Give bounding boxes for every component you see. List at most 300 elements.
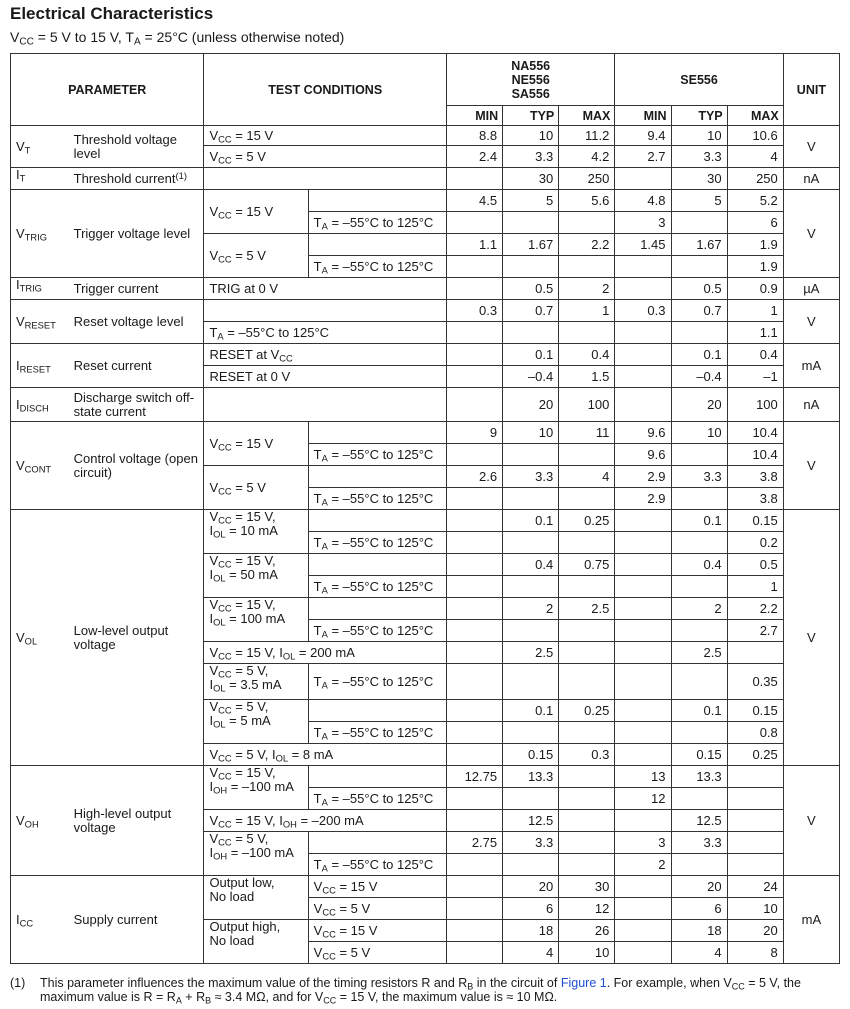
se556-typ (671, 664, 727, 700)
na556-typ (503, 444, 559, 466)
se556-typ: 0.4 (671, 554, 727, 576)
na556-max (559, 788, 615, 810)
na556-min (447, 344, 503, 366)
subheader-typ-na556: TYP (503, 106, 559, 126)
se556-min: 9.6 (615, 444, 671, 466)
se556-min (615, 810, 671, 832)
na556-min: 2.4 (447, 146, 503, 168)
parameter-name: High-level output voltage (69, 766, 204, 876)
parameter-name: Control voltage (open circuit) (69, 422, 204, 510)
se556-min: 4.8 (615, 190, 671, 212)
parameter-symbol: $I_{TRIG}$ (11, 278, 69, 300)
se556-min: 1.45 (615, 234, 671, 256)
se556-typ (671, 788, 727, 810)
na556-typ (503, 854, 559, 876)
test-condition-secondary: $T_A = -55^\circ C$ to 125°C (308, 620, 446, 642)
na556-min (447, 788, 503, 810)
parameter-symbol: $V_{CONT}$ (11, 422, 69, 510)
na556-typ: 0.15 (503, 744, 559, 766)
na556-typ: 20 (503, 876, 559, 898)
test-condition-primary: $V_{CC} = 5$ V, $I_{OL} = 3.5$ mA (204, 664, 308, 700)
test-condition-primary: $V_{CC} = 5$ V (204, 234, 308, 278)
fn-sub: CC (323, 995, 337, 1006)
se556-max: 1.1 (727, 322, 783, 344)
na556-typ: 4 (503, 942, 559, 964)
test-condition-primary: $V_{CC} = 5$ V, $I_{OL} = 5$ mA (204, 700, 308, 744)
se556-max: 100 (727, 388, 783, 422)
na556-typ: 0.1 (503, 700, 559, 722)
na556-max: 4.2 (559, 146, 615, 168)
na556-min (447, 366, 503, 388)
na556-max: 100 (559, 388, 615, 422)
na556-max: 2.2 (559, 234, 615, 256)
se556-typ (671, 488, 727, 510)
subheader-typ-se556: TYP (671, 106, 727, 126)
na556-max: 1 (559, 300, 615, 322)
unit: mA (783, 344, 839, 388)
na556-max: 11 (559, 422, 615, 444)
na556-max: 250 (559, 168, 615, 190)
na556-min (447, 942, 503, 964)
na556-typ: 30 (503, 168, 559, 190)
test-condition-secondary: $T_A = -55^\circ C$ to 125°C (308, 576, 446, 598)
na556-typ: 0.1 (503, 510, 559, 532)
unit: nA (783, 388, 839, 422)
se556-min (615, 876, 671, 898)
parameter-symbol: $V_{TRIG}$ (11, 190, 69, 278)
se556-max: 1 (727, 300, 783, 322)
parameter-symbol: $I_T$ (11, 168, 69, 190)
fn-part: ≈ 3.4 MΩ, and for V (211, 990, 324, 1004)
se556-typ: 0.15 (671, 744, 727, 766)
test-condition-primary: Output high, No load (204, 920, 308, 964)
na556-max: 12 (559, 898, 615, 920)
fn-part: + R (181, 990, 206, 1004)
test-condition-secondary: $T_A = -55^\circ C$ to 125°C (308, 488, 446, 510)
se556-max: 8 (727, 942, 783, 964)
se556-min (615, 722, 671, 744)
na556-max: 1.5 (559, 366, 615, 388)
se556-max (727, 810, 783, 832)
test-condition-secondary: $T_A = -55^\circ C$ to 125°C (308, 788, 446, 810)
na556-max: 30 (559, 876, 615, 898)
table-row (11, 190, 840, 212)
se556-min (615, 898, 671, 920)
se556-typ: 0.5 (671, 278, 727, 300)
na556-typ (503, 722, 559, 744)
se556-max: 6 (727, 212, 783, 234)
se556-max: 1.9 (727, 256, 783, 278)
se556-max: 20 (727, 920, 783, 942)
se556-max: 2.7 (727, 620, 783, 642)
se556-max: 10.4 (727, 444, 783, 466)
na556-min (447, 444, 503, 466)
test-condition-primary: $V_{CC} = 5$ V (204, 466, 308, 510)
na556-typ: 10 (503, 126, 559, 146)
parameter-name: Threshold voltage level (69, 126, 204, 168)
na556-min (447, 278, 503, 300)
na556-typ: 3.3 (503, 466, 559, 488)
na556-min (447, 898, 503, 920)
header-ne556: NE556 (511, 72, 550, 87)
na556-min (447, 744, 503, 766)
se556-typ: 3.3 (671, 466, 727, 488)
se556-min (615, 744, 671, 766)
na556-typ: 1.67 (503, 234, 559, 256)
na556-min (447, 620, 503, 642)
test-condition-primary: $V_{CC} = 15$ V, $I_{OL} = 10$ mA (204, 510, 308, 554)
test-condition: RESET at $V_{CC}$ (204, 344, 447, 366)
se556-typ (671, 532, 727, 554)
subheader-max-na556: MAX (559, 106, 615, 126)
test-condition: $V_{CC} = 15$ V (204, 126, 447, 146)
se556-min: 2.7 (615, 146, 671, 168)
se556-typ: 0.1 (671, 700, 727, 722)
na556-min (447, 642, 503, 664)
test-condition-secondary: $T_A = -55^\circ C$ to 125°C (308, 444, 446, 466)
se556-min (615, 942, 671, 964)
na556-max (559, 576, 615, 598)
na556-max: 10 (559, 942, 615, 964)
na556-max (559, 212, 615, 234)
na556-max: 0.25 (559, 700, 615, 722)
na556-min (447, 576, 503, 598)
na556-min (447, 554, 503, 576)
na556-min (447, 810, 503, 832)
na556-max (559, 256, 615, 278)
se556-min (615, 598, 671, 620)
footnote (10, 976, 840, 1004)
na556-typ: 5 (503, 190, 559, 212)
na556-max: 4 (559, 466, 615, 488)
se556-max: 1.9 (727, 234, 783, 256)
se556-typ (671, 576, 727, 598)
test-condition-secondary (308, 190, 446, 212)
se556-typ (671, 722, 727, 744)
table-row (11, 278, 840, 300)
test-condition-secondary (308, 466, 446, 488)
na556-min: 0.3 (447, 300, 503, 322)
se556-min: 9.6 (615, 422, 671, 444)
parameter-name: Supply current (69, 876, 204, 964)
se556-max (727, 642, 783, 664)
table-row (11, 388, 840, 422)
se556-max: 0.2 (727, 532, 783, 554)
fn-part: = 15 V, the maximum value is ≈ 10 MΩ. (336, 990, 558, 1004)
na556-typ: 0.5 (503, 278, 559, 300)
na556-typ: 2 (503, 598, 559, 620)
na556-max (559, 322, 615, 344)
se556-min: 13 (615, 766, 671, 788)
na556-typ (503, 576, 559, 598)
se556-min (615, 664, 671, 700)
test-condition: $V_{CC} = 15$ V, $I_{OL} = 200$ mA (204, 642, 447, 664)
fn-sub: CC (731, 981, 745, 992)
fn-part: . For example, when V (606, 976, 732, 990)
se556-typ (671, 212, 727, 234)
test-condition-secondary (308, 554, 446, 576)
se556-typ: 1.67 (671, 234, 727, 256)
se556-max: 10.4 (727, 422, 783, 444)
na556-min: 12.75 (447, 766, 503, 788)
na556-typ: –0.4 (503, 366, 559, 388)
unit: µA (783, 278, 839, 300)
na556-max (559, 642, 615, 664)
se556-min (615, 576, 671, 598)
na556-max (559, 488, 615, 510)
se556-min (615, 642, 671, 664)
table-row (11, 300, 840, 322)
test-condition: TRIG at 0 V (204, 278, 447, 300)
se556-typ: 13.3 (671, 766, 727, 788)
se556-min (615, 344, 671, 366)
test-condition-secondary: $T_A = -55^\circ C$ to 125°C (308, 722, 446, 744)
se556-typ: 12.5 (671, 810, 727, 832)
na556-typ: 6 (503, 898, 559, 920)
se556-min: 3 (615, 212, 671, 234)
na556-min: 2.75 (447, 832, 503, 854)
na556-min (447, 532, 503, 554)
test-condition-secondary (308, 766, 446, 788)
na556-typ (503, 488, 559, 510)
na556-max: 2 (559, 278, 615, 300)
na556-min: 4.5 (447, 190, 503, 212)
electrical-characteristics-table (10, 53, 840, 964)
se556-min (615, 278, 671, 300)
na556-min (447, 212, 503, 234)
test-condition-secondary (308, 598, 446, 620)
subtitle-v-sub: CC (19, 36, 34, 48)
se556-min: 2.9 (615, 488, 671, 510)
test-condition-secondary (308, 700, 446, 722)
footnote-text (40, 976, 840, 1004)
se556-min: 0.3 (615, 300, 671, 322)
subtitle-end: = 25°C (unless otherwise noted) (140, 29, 345, 45)
na556-min: 9 (447, 422, 503, 444)
table-row (11, 126, 840, 146)
test-condition-secondary: $T_A = -55^\circ C$ to 125°C (308, 854, 446, 876)
header-group-se556: SE556 (615, 54, 783, 106)
parameter-name: Threshold current$^{(1)}$ (69, 168, 204, 190)
na556-max (559, 854, 615, 876)
se556-min: 2 (615, 854, 671, 876)
na556-max (559, 664, 615, 700)
na556-min (447, 722, 503, 744)
se556-min (615, 920, 671, 942)
parameter-name: Reset current (69, 344, 204, 388)
parameter-symbol: $V_{OH}$ (11, 766, 69, 876)
se556-max (727, 766, 783, 788)
se556-max: 0.8 (727, 722, 783, 744)
subheader-max-se556: MAX (727, 106, 783, 126)
subtitle-v: V (10, 29, 20, 45)
table-row (11, 344, 840, 366)
na556-min: 8.8 (447, 126, 503, 146)
na556-min (447, 700, 503, 722)
test-condition-primary: $V_{CC} = 15$ V, $I_{OL} = 50$ mA (204, 554, 308, 598)
na556-typ (503, 620, 559, 642)
subtitle-mid: = 5 V to 15 V, T (33, 29, 134, 45)
parameter-name: Reset voltage level (69, 300, 204, 344)
unit: V (783, 422, 839, 510)
se556-typ: 3.3 (671, 146, 727, 168)
test-condition: $T_A = -55^\circ C$ to 125°C (204, 322, 447, 344)
se556-min: 3 (615, 832, 671, 854)
na556-max (559, 532, 615, 554)
na556-max: 0.4 (559, 344, 615, 366)
unit: V (783, 190, 839, 278)
na556-max (559, 766, 615, 788)
test-condition-primary: $V_{CC} = 15$ V, $I_{OL} = 100$ mA (204, 598, 308, 642)
table-row (11, 510, 840, 532)
parameter-symbol: $V_{OL}$ (11, 510, 69, 766)
na556-max (559, 722, 615, 744)
se556-typ: 20 (671, 876, 727, 898)
se556-max: 0.35 (727, 664, 783, 700)
test-condition-secondary (308, 422, 446, 444)
header-unit: UNIT (783, 54, 839, 126)
table-row (11, 422, 840, 444)
na556-min (447, 664, 503, 700)
header-parameter: PARAMETER (11, 54, 204, 126)
se556-typ: 2 (671, 598, 727, 620)
se556-typ (671, 256, 727, 278)
page-title: Electrical Characteristics (10, 4, 214, 23)
na556-min (447, 388, 503, 422)
test-condition: $V_{CC} = 15$ V, $I_{OH} = -200$ mA (204, 810, 447, 832)
na556-typ: 0.1 (503, 344, 559, 366)
parameter-symbol: $I_{DISCH}$ (11, 388, 69, 422)
se556-typ: 0.1 (671, 344, 727, 366)
se556-max: 10 (727, 898, 783, 920)
test-condition: $V_{CC} = 5$ V, $I_{OL} = 8$ mA (204, 744, 447, 766)
se556-min (615, 388, 671, 422)
se556-typ: 10 (671, 126, 727, 146)
se556-max: 3.8 (727, 466, 783, 488)
se556-max: –1 (727, 366, 783, 388)
na556-typ (503, 256, 559, 278)
header-test-conditions: TEST CONDITIONS (204, 54, 447, 126)
se556-max: 0.25 (727, 744, 783, 766)
se556-typ: 2.5 (671, 642, 727, 664)
na556-min (447, 510, 503, 532)
na556-min (447, 256, 503, 278)
test-condition-secondary: $T_A = -55^\circ C$ to 125°C (308, 212, 446, 234)
na556-typ: 0.4 (503, 554, 559, 576)
test-condition-primary: $V_{CC} = 15$ V (204, 190, 308, 234)
na556-max (559, 444, 615, 466)
parameter-symbol: $I_{RESET}$ (11, 344, 69, 388)
test-condition-primary: $V_{CC} = 15$ V, $I_{OH} = -100$ mA (204, 766, 308, 810)
na556-max: 0.3 (559, 744, 615, 766)
se556-typ: 10 (671, 422, 727, 444)
se556-min (615, 510, 671, 532)
test-condition-secondary: $V_{CC} = 5$ V (308, 898, 446, 920)
test-condition-primary: $V_{CC} = 15$ V (204, 422, 308, 466)
subheader-min-se556: MIN (615, 106, 671, 126)
na556-max (559, 620, 615, 642)
na556-max: 0.25 (559, 510, 615, 532)
na556-max (559, 810, 615, 832)
se556-min (615, 322, 671, 344)
test-condition-secondary: $V_{CC} = 15$ V (308, 876, 446, 898)
se556-max (727, 832, 783, 854)
na556-max: 26 (559, 920, 615, 942)
se556-typ: 3.3 (671, 832, 727, 854)
parameter-symbol: $V_T$ (11, 126, 69, 168)
test-condition-secondary (308, 234, 446, 256)
se556-typ (671, 620, 727, 642)
test-condition-secondary: $V_{CC} = 15$ V (308, 920, 446, 942)
se556-typ: 4 (671, 942, 727, 964)
fn-part: in the circuit of (473, 976, 561, 990)
test-condition-secondary: $T_A = -55^\circ C$ to 125°C (308, 256, 446, 278)
figure-1-link[interactable]: Figure 1 (560, 976, 607, 990)
se556-min: 9.4 (615, 126, 671, 146)
test-condition (204, 388, 447, 422)
conditions-subtitle (10, 29, 345, 48)
unit: V (783, 126, 839, 168)
na556-max: 2.5 (559, 598, 615, 620)
se556-min: 2.9 (615, 466, 671, 488)
se556-max: 2.2 (727, 598, 783, 620)
se556-max: 0.4 (727, 344, 783, 366)
se556-max (727, 854, 783, 876)
na556-typ: 12.5 (503, 810, 559, 832)
na556-min (447, 598, 503, 620)
se556-max: 0.9 (727, 278, 783, 300)
se556-min (615, 168, 671, 190)
se556-min (615, 366, 671, 388)
na556-max: 11.2 (559, 126, 615, 146)
se556-typ (671, 322, 727, 344)
se556-max: 250 (727, 168, 783, 190)
na556-max: 5.6 (559, 190, 615, 212)
test-condition (204, 168, 447, 190)
na556-typ: 13.3 (503, 766, 559, 788)
se556-typ: 0.7 (671, 300, 727, 322)
test-condition-primary: Output low, No load (204, 876, 308, 920)
test-condition-secondary: $T_A = -55^\circ C$ to 125°C (308, 664, 446, 700)
na556-max: 0.75 (559, 554, 615, 576)
fn-part: This parameter influences the maximum value of the timing resistors R (40, 976, 431, 990)
se556-max: 4 (727, 146, 783, 168)
se556-max: 3.8 (727, 488, 783, 510)
test-condition-secondary (308, 510, 446, 532)
header-group-na556 (447, 54, 615, 106)
na556-typ (503, 788, 559, 810)
na556-min (447, 920, 503, 942)
na556-min (447, 168, 503, 190)
fn-sub: A (175, 995, 182, 1006)
test-condition-secondary (308, 832, 446, 854)
se556-typ: 20 (671, 388, 727, 422)
parameter-symbol: $I_{CC}$ (11, 876, 69, 964)
unit: mA (783, 876, 839, 964)
parameter-name: Trigger voltage level (69, 190, 204, 278)
se556-max: 10.6 (727, 126, 783, 146)
se556-min (615, 620, 671, 642)
na556-typ: 18 (503, 920, 559, 942)
se556-min (615, 700, 671, 722)
fn-part: and R (430, 976, 468, 990)
se556-max: 0.5 (727, 554, 783, 576)
test-condition: $V_{CC} = 5$ V (204, 146, 447, 168)
na556-typ (503, 664, 559, 700)
se556-min: 12 (615, 788, 671, 810)
se556-max: 0.15 (727, 510, 783, 532)
parameter-symbol: $V_{RESET}$ (11, 300, 69, 344)
